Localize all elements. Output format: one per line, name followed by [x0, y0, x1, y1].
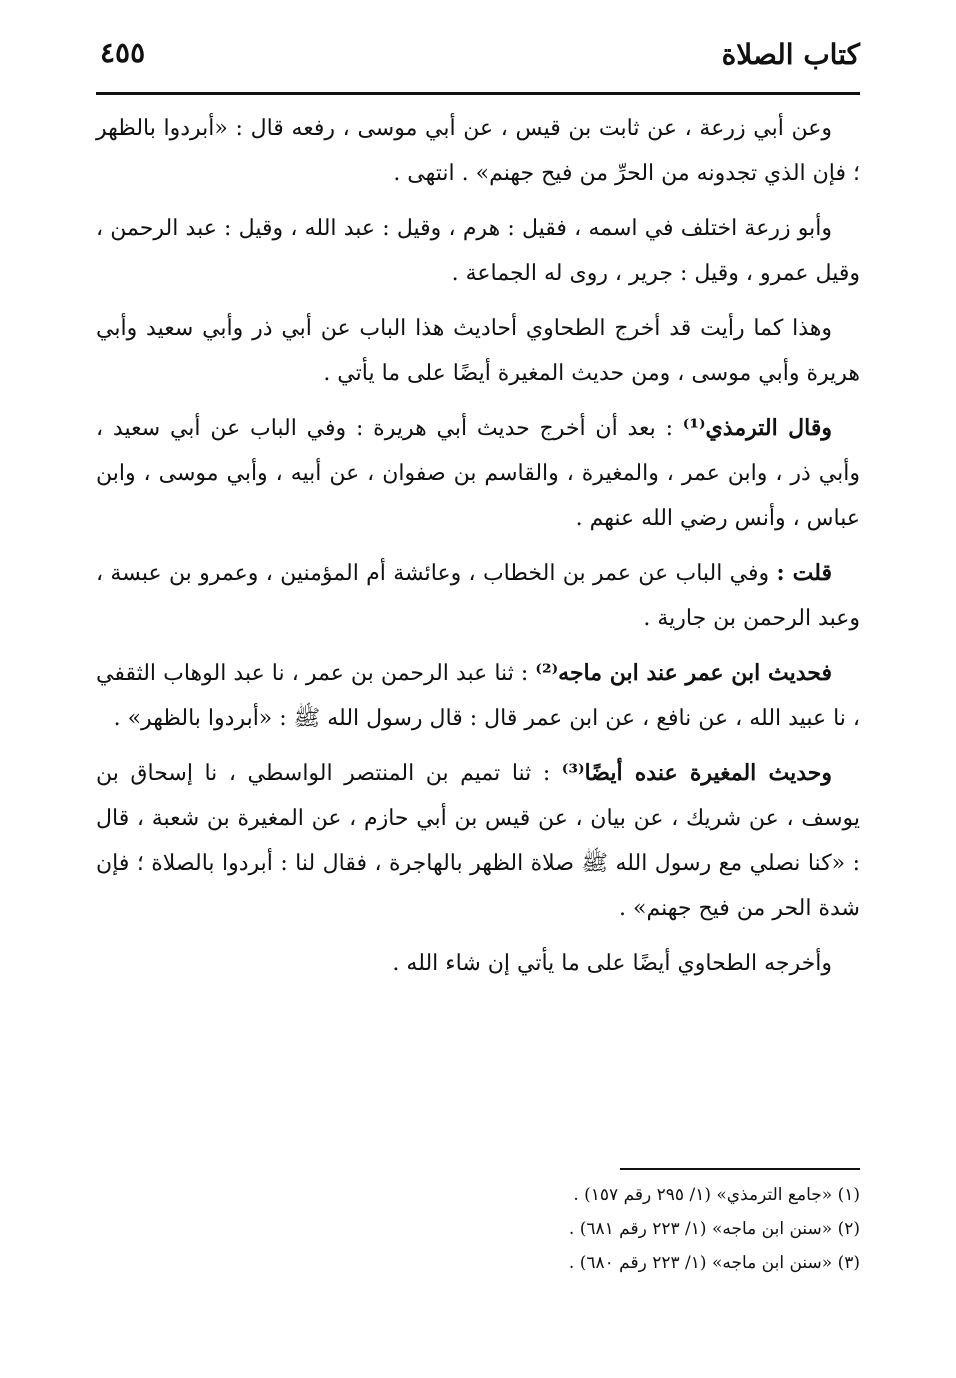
- paragraph-text: وأبو زرعة اختلف في اسمه ، فقيل : هرم ، وقيل : عبد الله ، وقيل : عبد الرحمن ، وقيل عمرو ، وقيل : جرير ، روى له الجماعة .: [96, 216, 860, 286]
- paragraph-2: [96, 206, 860, 296]
- paragraph-text: : ثنا عبد الرحمن بن عمر ، نا عبد الوهاب الثقفي ، نا عبيد الله ، عن نافع ، عن ابن عمر قال : قال رسول الله ﷺ : «أبردوا بالظهر» .: [96, 661, 860, 731]
- footnote-divider: [620, 1168, 860, 1170]
- page-header: [96, 30, 860, 95]
- paragraph-text: : بعد أن أخرج حديث أبي هريرة : وفي الباب عن أبي سعيد ، وأبي ذر ، وابن عمر ، والمغيرة ، والقاسم بن صفوان ، عن أبيه ، وأبي موسى ، وابن عباس ، وأنس رضي الله عنهم .: [96, 416, 860, 531]
- paragraph-1: [96, 106, 860, 196]
- book-title: كتاب الصلاة: [721, 38, 860, 71]
- paragraph-5: [96, 551, 860, 641]
- page-number: ٤٥٥: [100, 36, 146, 69]
- paragraph-lead: وقال الترمذي⁽¹⁾: [682, 415, 832, 441]
- paragraph-8: [96, 941, 860, 986]
- footnotes: [96, 1168, 860, 1280]
- paragraph-6: [96, 651, 860, 741]
- paragraph-text: : ثنا تميم بن المنتصر الواسطي ، نا إسحاق بن يوسف ، عن شريك ، عن بيان ، عن قيس بن أبي حازم ، عن المغيرة بن شعبة ، قال : «كنا نصلي مع رسول الله ﷺ صلاة الظهر بالهاجرة ، فقال لنا : أبردوا بالصلاة ؛ فإن شدة الحر من فيح جهنم» .: [96, 761, 860, 921]
- paragraph-lead: وحديث المغيرة عنده أيضًا⁽³⁾: [561, 760, 832, 786]
- footnote-3: (٣) «سنن ابن ماجه» (١/ ٢٢٣ رقم ٦٨٠) .: [568, 1253, 860, 1273]
- main-text: [96, 106, 860, 996]
- footnote-2: (٢) «سنن ابن ماجه» (١/ ٢٢٣ رقم ٦٨١) .: [568, 1219, 860, 1239]
- paragraph-text: وعن أبي زرعة ، عن ثابت بن قيس ، عن أبي موسى ، رفعه قال : «أبردوا بالظهر ؛ فإن الذي تجدونه من الحرِّ من فيح جهنم» . انتهى .: [96, 116, 860, 186]
- paragraph-7: [96, 751, 860, 931]
- paragraph-4: [96, 406, 860, 541]
- paragraph-text: وهذا كما رأيت قد أخرج الطحاوي أحاديث هذا الباب عن أبي ذر وأبي سعيد وأبي هريرة وأبي موسى ، ومن حديث المغيرة أيضًا على ما يأتي .: [96, 316, 860, 386]
- footnote-1: (١) «جامع الترمذي» (١/ ٢٩٥ رقم ١٥٧) .: [573, 1185, 860, 1205]
- paragraph-lead: قلت :: [776, 560, 832, 586]
- paragraph-text: وأخرجه الطحاوي أيضًا على ما يأتي إن شاء الله .: [392, 951, 832, 976]
- paragraph-text: وفي الباب عن عمر بن الخطاب ، وعائشة أم المؤمنين ، وعمرو بن عبسة ، وعبد الرحمن بن جارية .: [96, 561, 860, 631]
- paragraph-lead: فحديث ابن عمر عند ابن ماجه⁽²⁾: [535, 660, 832, 686]
- paragraph-3: [96, 306, 860, 396]
